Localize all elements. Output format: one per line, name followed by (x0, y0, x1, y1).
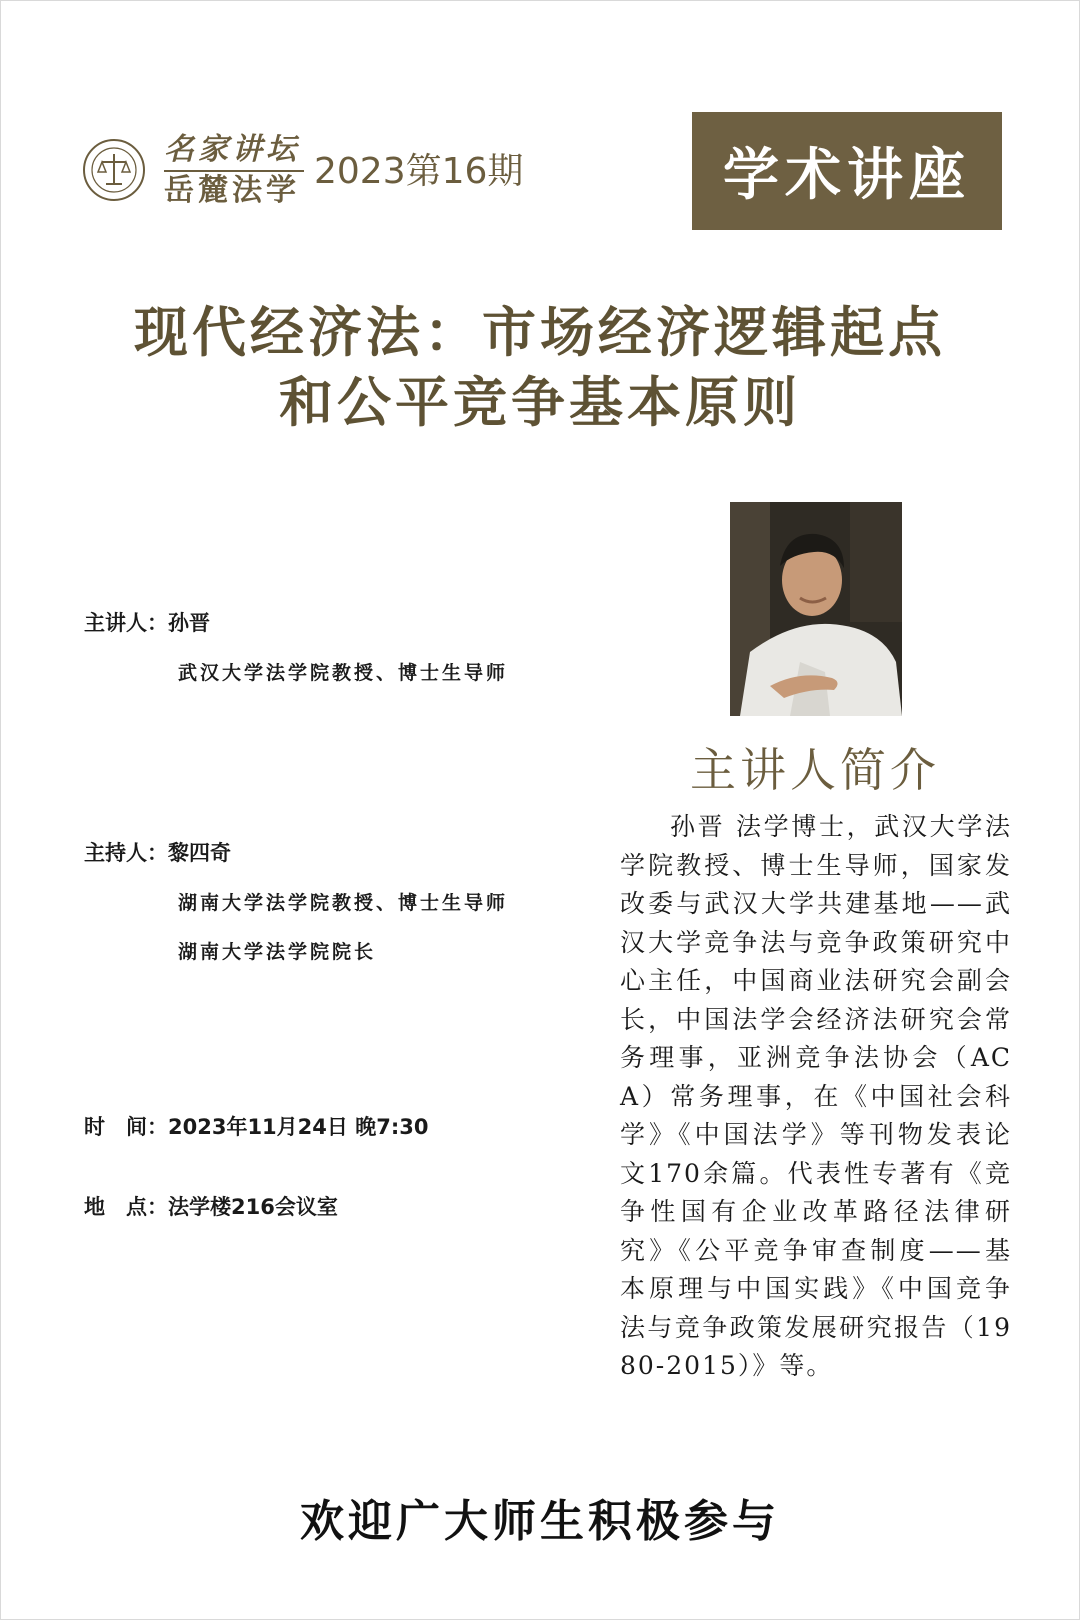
issue-number: 2023第16期 (314, 151, 524, 192)
logo-school-name: 岳麓法学 (164, 173, 300, 208)
host-label: 主持人： (84, 841, 168, 865)
host-title-2: 湖南大学法学院院长 (178, 941, 377, 963)
category-banner (692, 112, 1002, 230)
host-title-1: 湖南大学法学院教授、博士生导师 (178, 892, 509, 914)
time-label: 时 间： (84, 1115, 168, 1139)
lecture-title (0, 298, 1080, 438)
speaker-name: 孙晋 (168, 611, 210, 635)
place-row (84, 1191, 338, 1221)
time-value: 2023年11月24日 晚7:30 (168, 1115, 429, 1139)
logo-forum-name: 名家讲坛 (164, 132, 304, 172)
speaker-label: 主讲人： (84, 611, 168, 635)
title-line-1: 现代经济法：市场经济逻辑起点 (134, 301, 946, 364)
title-line-2: 和公平竞争基本原则 (279, 371, 801, 434)
speaker-photo (730, 502, 902, 716)
forum-logo (164, 132, 304, 210)
speaker-title: 武汉大学法学院教授、博士生导师 (178, 662, 509, 684)
place-value: 法学楼216会议室 (168, 1195, 338, 1219)
bio-text: 孙晋 法学博士，武汉大学法学院教授、博士生导师，国家发改委与武汉大学共建基地——武汉大学竞争法与竞争政策研究中心主任，中国商业法研究会副会长，中国法学会经济法研究会常务理事，亚洲竞争法协会（ACA）常务理事，在《中国社会科学》《中国法学》等刊物发表论文170余篇。代表性专著有《竞争性国有企业改革路径法律研究》《公平竞争审查制度——基本原理与中国实践》《中国竞争法与竞争政策发展研究报告（1980-2015）》等。 (620, 812, 1012, 1380)
law-school-emblem-icon (82, 138, 146, 202)
host-row (84, 837, 231, 867)
speaker-row (84, 607, 210, 637)
bio-heading: 主讲人简介 (690, 743, 940, 797)
category-label: 学术讲座 (723, 143, 971, 208)
host-name: 黎四奇 (168, 841, 231, 865)
place-label: 地 点： (84, 1195, 168, 1219)
speaker-portrait-icon (730, 502, 902, 716)
time-row (84, 1111, 428, 1141)
welcome-footer: 欢迎广大师生积极参与 (300, 1496, 780, 1547)
